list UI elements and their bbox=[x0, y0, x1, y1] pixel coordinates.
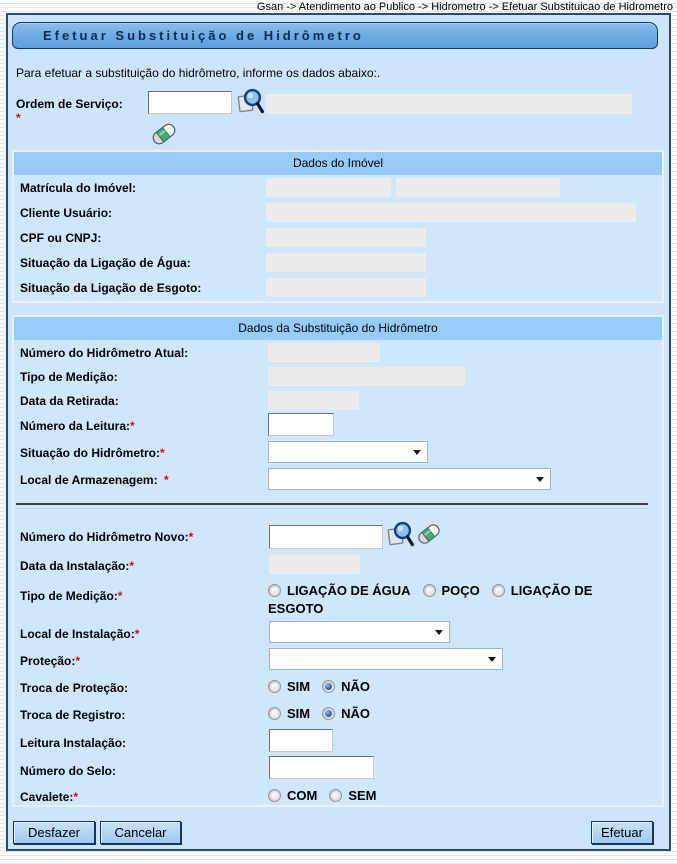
cpf-cnpj-field bbox=[266, 228, 426, 247]
numero-selo-input[interactable] bbox=[269, 756, 374, 779]
ordem-servico-description-field bbox=[266, 94, 632, 114]
radio-cavalete-com-label: COM bbox=[287, 788, 318, 804]
radio-poco[interactable] bbox=[423, 584, 436, 597]
local-armazenagem-select[interactable] bbox=[268, 468, 551, 490]
situacao-hidrometro-select[interactable] bbox=[268, 441, 428, 463]
data-instalacao-label: Data da Instalação:* bbox=[20, 559, 135, 573]
matricula-field-2 bbox=[396, 178, 560, 197]
search-icon[interactable] bbox=[387, 520, 414, 554]
troca-registro-label: Troca de Registro: bbox=[20, 708, 126, 722]
cpf-cnpj-label: CPF ou CNPJ: bbox=[20, 231, 102, 245]
numero-hidrometro-atual-label: Número do Hidrômetro Atual: bbox=[20, 346, 189, 360]
radio-cavalete-sem-label: SEM bbox=[348, 788, 377, 804]
radio-poco-label: POÇO bbox=[441, 583, 480, 599]
ordem-servico-required: * bbox=[16, 111, 21, 125]
radio-cavalete-sem[interactable] bbox=[329, 789, 342, 802]
ordem-servico-label: Ordem de Serviço: bbox=[16, 97, 123, 111]
protecao-select[interactable] bbox=[269, 648, 503, 670]
cliente-usuario-label: Cliente Usuário: bbox=[20, 206, 113, 220]
radio-troca-protecao-nao-label: NÃO bbox=[341, 679, 371, 695]
data-retirada-field bbox=[268, 391, 359, 410]
page-title: Efetuar Substituição de Hidrômetro bbox=[43, 28, 364, 43]
situacao-agua-field bbox=[266, 253, 426, 272]
search-icon[interactable] bbox=[237, 87, 264, 121]
leitura-instalacao-input[interactable] bbox=[269, 729, 333, 752]
radio-troca-protecao-sim-label: SIM bbox=[287, 679, 311, 695]
radio-cavalete-com[interactable] bbox=[268, 789, 281, 802]
section-dados-substituicao-header: Dados da Substituição do Hidrômetro bbox=[14, 317, 662, 340]
tipo-medicao-atual-field bbox=[268, 367, 465, 386]
radio-troca-registro-nao-label: NÃO bbox=[341, 706, 371, 722]
protecao-label: Proteção:* bbox=[20, 654, 81, 668]
data-instalacao-field bbox=[269, 555, 360, 574]
numero-hidrometro-atual-field bbox=[268, 343, 380, 362]
numero-leitura-label: Número da Leitura:* bbox=[20, 419, 135, 433]
instruction-text: Para efetuar a substituição do hidrômetro, informe os dados abaixo:. bbox=[16, 66, 381, 80]
matricula-label: Matrícula do Imóvel: bbox=[20, 181, 137, 195]
cavalete-radio-group bbox=[268, 787, 389, 804]
section-dados-imovel-header: Dados do Imóvel bbox=[14, 152, 662, 175]
local-armazenagem-label: Local de Armazenagem: * bbox=[20, 473, 169, 487]
section-divider-shadow bbox=[16, 508, 648, 509]
situacao-esgoto-field bbox=[266, 278, 426, 297]
troca-protecao-label: Troca de Proteção: bbox=[20, 681, 129, 695]
eraser-icon[interactable] bbox=[414, 519, 444, 554]
radio-ligacao-agua-label: LIGAÇÃO DE ÁGUA bbox=[287, 583, 411, 599]
leitura-instalacao-label: Leitura Instalação: bbox=[20, 736, 127, 750]
desfazer-button[interactable]: Desfazer bbox=[13, 821, 95, 844]
radio-ligacao-agua[interactable] bbox=[268, 584, 281, 597]
tipo-medicao-atual-label: Tipo de Medição: bbox=[20, 370, 118, 384]
radio-troca-protecao-nao[interactable] bbox=[322, 680, 335, 693]
efetuar-button[interactable]: Efetuar bbox=[591, 821, 653, 844]
situacao-agua-label: Situação da Ligação de Água: bbox=[20, 256, 191, 270]
numero-leitura-input[interactable] bbox=[268, 413, 334, 436]
cliente-usuario-field bbox=[266, 203, 636, 222]
radio-troca-registro-nao[interactable] bbox=[322, 707, 335, 720]
numero-hidrometro-novo-input[interactable] bbox=[269, 525, 383, 549]
local-instalacao-label: Local de Instalação:* bbox=[20, 627, 140, 641]
tipo-medicao-radio-group bbox=[268, 582, 644, 617]
radio-troca-registro-sim[interactable] bbox=[268, 707, 281, 720]
situacao-esgoto-label: Situação da Ligação de Esgoto: bbox=[20, 281, 202, 295]
numero-selo-label: Número do Selo: bbox=[20, 764, 117, 778]
radio-ligacao-esgoto[interactable] bbox=[492, 584, 505, 597]
situacao-hidrometro-label: Situação do Hidrômetro:* bbox=[20, 446, 165, 460]
local-instalacao-select[interactable] bbox=[269, 621, 450, 643]
radio-troca-protecao-sim[interactable] bbox=[268, 680, 281, 693]
numero-hidrometro-novo-label: Número do Hidrômetro Novo:* bbox=[20, 530, 194, 544]
tipo-medicao-novo-label: Tipo de Medição:* bbox=[20, 589, 123, 603]
matricula-field-1 bbox=[266, 178, 391, 197]
ordem-servico-input[interactable] bbox=[148, 91, 232, 114]
troca-protecao-radio-group bbox=[268, 678, 382, 695]
radio-troca-registro-sim-label: SIM bbox=[287, 706, 311, 722]
section-divider bbox=[16, 503, 648, 505]
breadcrumb: Gsan -> Atendimento ao Publico -> Hidrometro -> Efetuar Substituicao de Hidrometro bbox=[256, 1, 673, 13]
cancelar-button[interactable]: Cancelar bbox=[100, 821, 181, 844]
radio-ligacao-esgoto-label: LIGAÇÃO DE ESGOTO bbox=[268, 583, 593, 616]
page-title-bar bbox=[12, 22, 658, 49]
data-retirada-label: Data da Retirada: bbox=[20, 394, 119, 408]
cavalete-label: Cavalete:* bbox=[20, 790, 79, 804]
troca-registro-radio-group bbox=[268, 705, 382, 722]
